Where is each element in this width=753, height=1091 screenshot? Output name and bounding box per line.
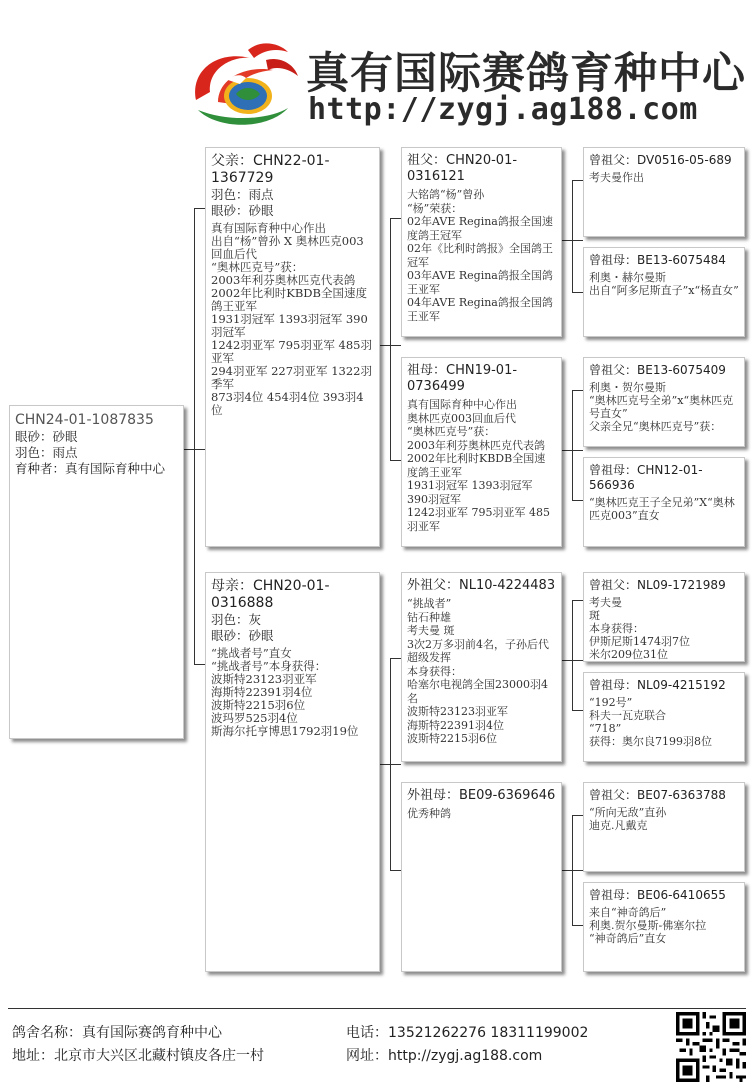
connector-line [390, 870, 401, 871]
connector-line [572, 180, 573, 292]
mat-grandsire-card [401, 572, 562, 762]
great-grandparent-card [583, 357, 745, 447]
phoenix-logo-icon [188, 40, 300, 128]
connector-line [572, 710, 583, 711]
great-grandparent-title: 曾祖母：BE13-6075484 [589, 253, 726, 267]
connector-line [390, 460, 401, 461]
sire-eye: 眼砂：砂眼 [211, 203, 274, 218]
subject-color: 羽色：雨点 [15, 445, 78, 460]
great-grandparent-title: 曾祖父：DV0516-05-689 [589, 153, 732, 167]
sire-body: 真有国际育种中心作出 出自“杨”曾孙 X 奥林匹克003回血后代 “奥林匹克号”获： 2003年利芬奥林匹克代表鸽 2002年比利时KBDB全国速度鸽王亚军 1931羽冠军 1393羽冠军 390羽冠军 1242羽亚军 795羽亚军 485羽亚军 294羽亚军 227羽亚军 1322羽季军 873羽4位 454羽4位 393羽4位 [211, 221, 372, 417]
footer-address: 地址：北京市大兴区北藏村镇皮各庄一村 [12, 1048, 264, 1064]
great-grandparent-card [583, 672, 745, 762]
connector-line [572, 500, 583, 501]
dam-card [205, 572, 380, 972]
subject-breeder: 育种者：真有国际育种中心 [15, 461, 166, 476]
mat-granddam-card [401, 782, 562, 972]
connector-line [572, 815, 583, 816]
qr-code-icon[interactable] [676, 1012, 746, 1082]
footer-phone: 电话：13521262276 18311199002 [346, 1025, 589, 1041]
connector-line [572, 600, 583, 601]
connector-line [194, 664, 205, 665]
great-grandparent-card [583, 782, 745, 872]
subject-card [9, 405, 184, 739]
footer-website[interactable]: 网址：http://zygj.ag188.com [346, 1048, 543, 1064]
connector-line [390, 218, 401, 219]
mat-grandsire-body: “挑战者” 钻石种雄 考夫曼 斑 3次2万多羽前4名，子孙后代超级发挥 本身获得： 哈塞尔电视鸽全国23000羽4名 波斯特23123羽亚军 海斯特22391羽4位 波斯特2215羽6位 [407, 597, 549, 745]
great-grandparent-card [583, 457, 745, 547]
great-grandparent-body: 考夫曼作出 [589, 171, 644, 184]
sire-title: 父亲：CHN22-01-1367729 [211, 153, 330, 186]
pat-granddam-title: 祖母：CHN19-01-0736499 [407, 363, 518, 394]
dam-body: “挑战者号”直女 “挑战者号”本身获得： 波斯特23123羽亚军 海斯特22391羽4位 波斯特2215羽6位 波玛罗525羽4位 斯海尔托亨博思1792羽19位 [211, 646, 359, 738]
great-grandparent-card [583, 247, 745, 337]
page-header [0, 0, 753, 135]
connector-line [390, 658, 391, 870]
connector-line [572, 292, 583, 293]
connector-line [572, 390, 573, 500]
great-grandparent-body: “192号” 科夫一瓦克联合 “718” 获得：奥尔良7199羽8位 [589, 696, 712, 748]
sire-card [205, 147, 380, 547]
great-grandparent-title: 曾祖母：NL09-4215192 [589, 678, 726, 692]
mat-granddam-body: 优秀种鸽 [407, 807, 451, 820]
great-grandparent-card [583, 882, 745, 972]
great-grandparent-card [583, 572, 745, 662]
great-grandparent-body: 利奥・赫尔曼斯 出自“阿多尼斯直子”x“杨直女” [589, 271, 739, 297]
brand-title: 真有国际赛鸽育种中心 [306, 49, 746, 99]
great-grandparent-title: 曾祖父：BE13-6075409 [589, 363, 726, 377]
connector-line [194, 208, 195, 664]
great-grandparent-card [583, 147, 745, 237]
connector-line [390, 658, 401, 659]
brand-url[interactable]: http://zygj.ag188.com [308, 92, 698, 127]
pat-granddam-card [401, 357, 562, 547]
great-grandparent-title: 曾祖父：NL09-1721989 [589, 578, 726, 592]
subject-eye: 眼砂：砂眼 [15, 429, 78, 444]
footer-divider [8, 1008, 746, 1009]
great-grandparent-body: 考夫曼 斑 本身获得： 伊斯尼斯1474羽7位 米尔209位31位 [589, 596, 690, 661]
great-grandparent-body: 来自“神奇鸽后” 利奥.贺尔曼斯-佛塞尔拉 “神奇鸽后”直女 [589, 906, 707, 945]
connector-line [572, 600, 573, 710]
great-grandparent-title: 曾祖母：CHN12-01-566936 [589, 463, 703, 492]
great-grandparent-body: “奥林匹克王子全兄弟”X“奥林匹克003”直女 [589, 496, 735, 522]
connector-line [572, 180, 583, 181]
great-grandparent-body: “所向无敌”直孙 迪克.凡戴克 [589, 806, 667, 832]
footer-loft-name: 鸽舍名称：真有国际赛鸽育种中心 [12, 1025, 222, 1041]
dam-color: 羽色：灰 [211, 612, 262, 627]
connector-line [572, 925, 583, 926]
connector-line [572, 815, 573, 925]
pat-grandsire-title: 祖父：CHN20-01-0316121 [407, 153, 518, 184]
pat-grandsire-body: 大铭鸽“杨”曾孙 “杨”荣获： 02年AVE Regina鸽报全国速度鸽王冠军 02年《比利时鸽报》全国鸽王冠军 03年AVE Regina鸽报全国鸽王亚军 04年AVE Regina鸽报全国鸽王亚军 [407, 188, 553, 323]
great-grandparent-title: 曾祖母：BE06-6410655 [589, 888, 726, 902]
sire-color: 羽色：雨点 [211, 187, 274, 202]
great-grandparent-body: 利奥・贺尔曼斯 “奥林匹克号全弟”x“奥林匹克号直女” 父亲全兄“奥林匹克号”获： [589, 381, 734, 433]
connector-line [390, 218, 391, 460]
pat-granddam-body: 真有国际育种中心作出 奥林匹克003回血后代 “奥林匹克号”获： 2003年利芬奥林匹克代表鸽 2002年比利时KBDB全国速度鸽王亚军 1931羽冠军 1393羽冠军 390羽冠军 1242羽亚军 795羽亚军 485羽亚军 [407, 398, 550, 533]
mat-grandsire-title: 外祖父：NL10-4224483 [407, 578, 556, 593]
pat-grandsire-card [401, 147, 562, 337]
mat-granddam-title: 外祖母：BE09-6369646 [407, 788, 556, 803]
connector-line [194, 208, 205, 209]
subject-ring: CHN24-01-1087835 [15, 412, 154, 428]
connector-line [572, 390, 583, 391]
great-grandparent-title: 曾祖父：BE07-6363788 [589, 788, 726, 802]
dam-eye: 眼砂：砂眼 [211, 628, 274, 643]
dam-title: 母亲：CHN20-01-0316888 [211, 578, 330, 611]
